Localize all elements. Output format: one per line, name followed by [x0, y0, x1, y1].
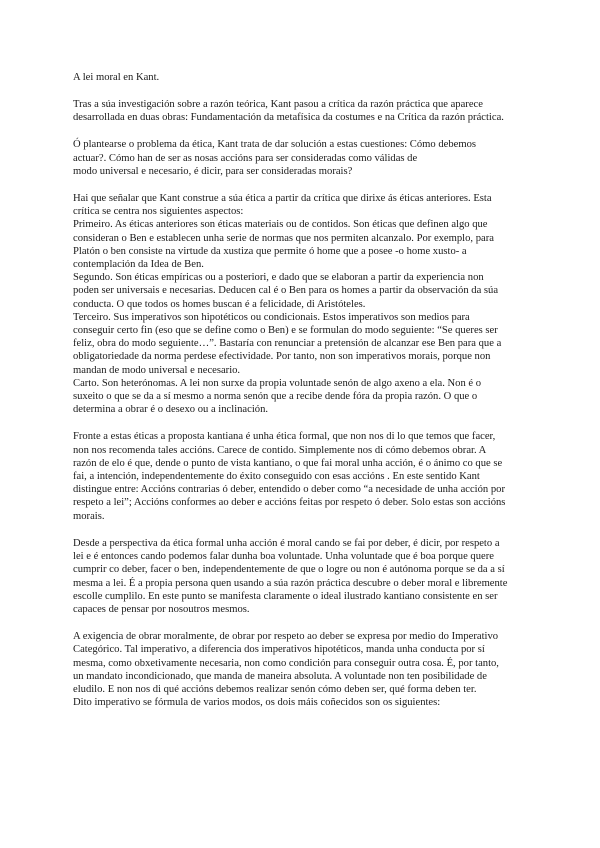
paragraph-line: Hai que señalar que Kant construe a súa ética a partir da crítica que dirixe ás éticas anteriores. Esta — [73, 193, 492, 205]
paragraph-line: Terceiro. Sus imperativos son hipotéticos ou condicionais. Estos imperativos son medios para — [73, 311, 470, 323]
paragraph — [73, 430, 530, 522]
paragraph-line: actuar?. Cómo han de ser as nosas accións para ser consideradas como válidas de — [73, 152, 418, 164]
document-body — [73, 98, 530, 709]
paragraph-line: consideran o Ben e establecen unha serie de normas que nos permiten alcanzalo. Por exemplo, para — [73, 232, 494, 244]
paragraph-line: respeto a lei”; Accións conformes ao deber e accións feitas por respeto ó deber. Solo estas son accións — [73, 497, 506, 509]
paragraph-line: Primeiro. As éticas anteriores son éticas materiais ou de contidos. Son éticas que definen algo que — [73, 219, 488, 231]
paragraph — [73, 192, 530, 416]
paragraph — [73, 98, 530, 124]
paragraph-line: eludilo. E non nos di qué accións debemos realizar senón cómo deben ser, qué forma deben ter. — [73, 683, 477, 695]
paragraph-line: Categórico. Tal imperativo, a diferencia dos imperativos hipotéticos, manda unha conducta por sí — [73, 644, 485, 656]
paragraph-line: modo universal e necesario, é dicir, para ser consideradas morais? — [73, 165, 353, 177]
paragraph-line: Platón o ben consiste na virtude da xustiza que permite ó home que a posee -o home xusto- a — [73, 245, 467, 257]
paragraph-line: poden ser universais e necesarias. Deducen cal é o Ben para os homes a partir da observación da súa — [73, 285, 499, 297]
document-title: A lei moral en Kant. — [73, 72, 160, 83]
paragraph-line: mandan de modo universal e necesario. — [73, 364, 241, 376]
paragraph-line: desarrollada en duas obras: Fundamentación da metafísica da costumes e na Crítica da razón práctica. — [73, 112, 504, 124]
paragraph-line: lei e é entonces cando podemos falar dunha boa voluntade. Unha voluntade que é boa porque quere — [73, 551, 494, 563]
paragraph-line: Tras a súa investigación sobre a razón teórica, Kant pasou a crítica da razón práctica que aparece — [73, 99, 483, 110]
paragraph — [73, 537, 530, 616]
paragraph-line: A exigencia de obrar moralmente, de obrar por respeto ao deber se expresa por medio do Imperativo — [73, 631, 499, 643]
paragraph-line: non nos recomenda tales accións. Carece de contido. Simplemente nos di cómo debemos obrar. A — [73, 444, 487, 456]
paragraph-line: Fronte a estas éticas a proposta kantiana é unha ética formal, que non nos di lo que temos que facer, — [73, 431, 496, 443]
paragraph-line: feliz, obra do modo seguiente…”. Bastaría con renunciar a pretensión de alcanzar ese Ben para que a — [73, 338, 502, 350]
paragraph-line: cumprir co deber, facer o ben, independentemente de que o logre ou non é autónoma porque se da a sí — [73, 564, 505, 576]
paragraph-line: fai, a intención, independentemente do éxito conseguido con esas accións . En este sentido Kant — [73, 471, 480, 483]
paragraph-line: Dito imperativo se fórmula de varios modos, os dois máis coñecidos son os siguientes: — [73, 697, 441, 709]
paragraph-line: un mandato incondicionado, que manda de maneira absoluta. A voluntade non ten posibilidade de — [73, 670, 487, 682]
paragraph-line: suxeito o que se da a sí mesmo a norma senón que a recibe dende fóra da propia razón. O que o — [73, 391, 478, 403]
paragraph-line: Desde a perspectiva da ética formal unha acción é moral cando se fai por deber, é dicir, por respeto a — [73, 537, 500, 549]
paragraph-line: distingue entre: Accións contrarias ó deber, entendido o deber como “a necesidade de unha acción por — [73, 484, 505, 496]
paragraph-line: Segundo. Son éticas empíricas ou a posteriori, e dado que se elaboran a partir da experiencia non — [73, 272, 484, 284]
paragraph-line: conducta. O que todos os homes buscan é a felicidade, di Aristóteles. — [73, 298, 366, 310]
paragraph-line: determina a obrar é o desexo ou a inclinación. — [73, 404, 269, 416]
paragraph-line: crítica se centra nos siguientes aspectos: — [73, 206, 244, 218]
paragraph-line: conseguir certo fin (eso que se define como o Ben) e se formulan do modo seguiente: “Se queres ser — [73, 325, 498, 337]
paragraph-line: morais. — [73, 510, 105, 522]
paragraph-line: contemplación da Idea de Ben. — [73, 259, 204, 271]
paragraph-line: capaces de pensar por nosoutros mesmos. — [73, 603, 250, 615]
paragraph-line: obligatoriedade da norma perdese efectividade. Por tanto, non son imperativos morais, porque non — [73, 351, 491, 363]
paragraph-line: razón de elo é que, dende o punto de vista kantiano, o que fai moral unha acción, é o ánimo co que se — [73, 457, 503, 469]
paragraph-line: Carto. Son heterónomas. A lei non surxe da propia voluntade senón de algo axeno a ela. Non é o — [73, 377, 482, 389]
paragraph — [73, 138, 530, 178]
paragraph — [73, 630, 530, 709]
paragraph-line: escolle cumplilo. En este punto se manifesta claramente o ideal ilustrado kantiano consistente en ser — [73, 590, 498, 602]
paragraph-line: Ó plantearse o problema da ética, Kant trata de dar solución a estas cuestiones: Cómo debemos — [73, 139, 477, 151]
paragraph-line: mesma a lei. É a propia persona quen usando a súa razón práctica descubre o deber moral e libremente — [73, 577, 508, 589]
paragraph-line: mesma, como obxetivamente necesaria, non como condición para conseguir outra cosa. É, por tanto, — [73, 657, 499, 669]
